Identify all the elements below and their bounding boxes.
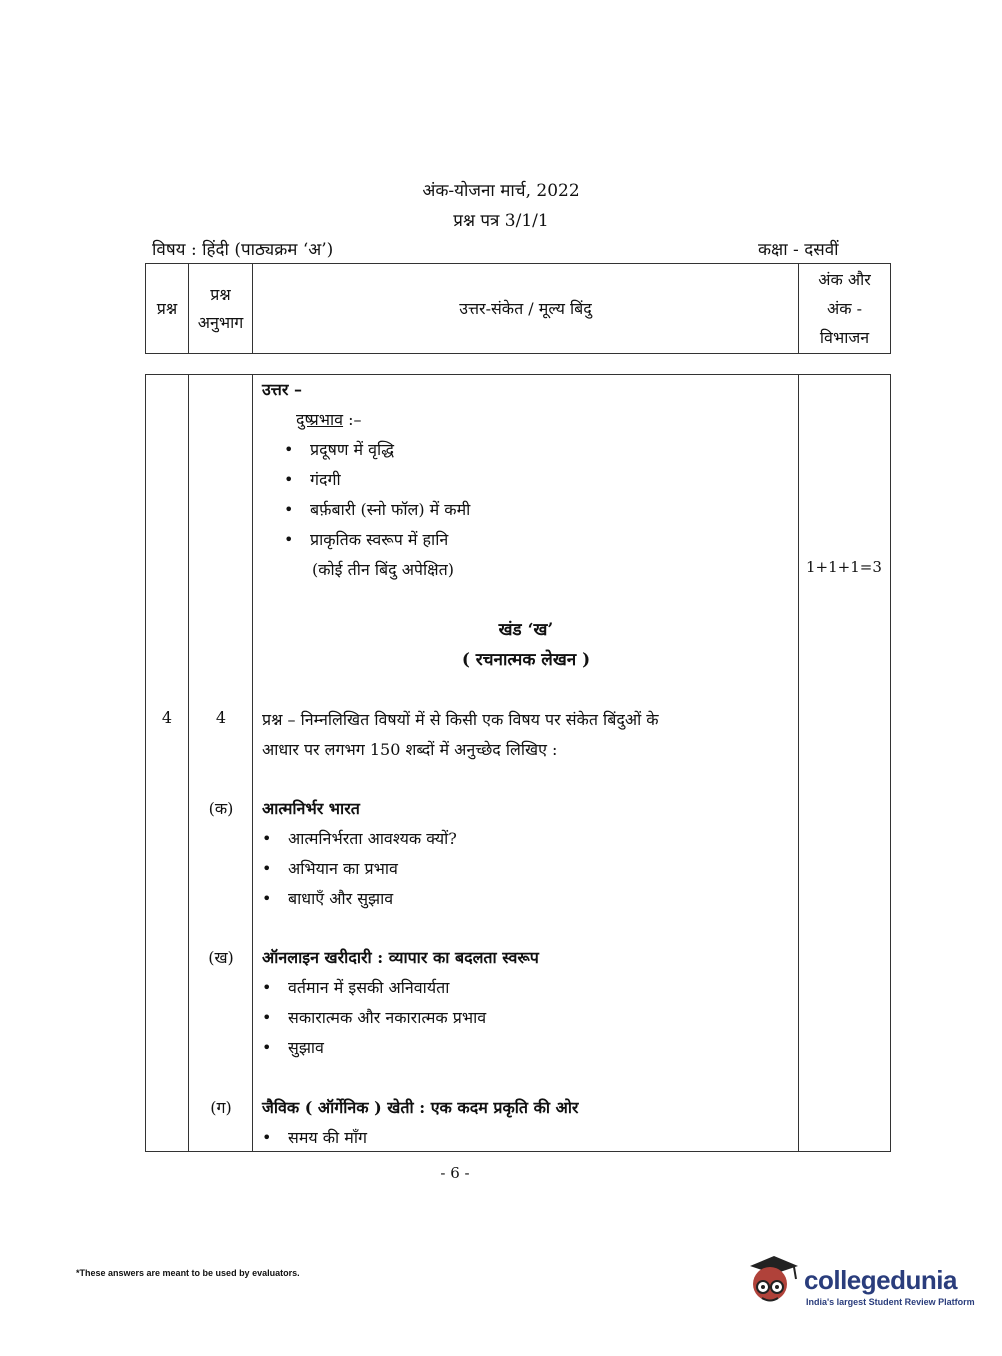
mascot-logo-icon [742,1252,802,1308]
list-item: • आत्मनिर्भरता आवश्यक क्यों? [262,829,457,848]
topic-label: (ग) [210,1098,232,1117]
list-item: • बर्फ़बारी (स्नो फॉल) में कमी [284,500,471,519]
list-item: • प्रदूषण में वृद्धि [284,440,394,459]
section-subtitle: ( रचनात्मक लेखन ) [461,650,591,670]
list-item: • प्राकृतिक स्वरूप में हानि [284,530,449,549]
col-section-header: प्रश्न अनुभाग [189,264,253,354]
class-label: कक्षा - दसवीं [758,240,839,260]
list-item: • गंदगी [284,470,341,489]
answer-label: उत्तर – [262,380,302,399]
list-item: • वर्तमान में इसकी अनिवार्यता [262,978,450,997]
list-item: • समय की माँग [262,1128,367,1147]
subject-label: विषय : हिंदी (पाठ्यक्रम ‘अ’) [152,240,334,260]
effects-heading: दुष्प्रभाव :– [296,410,362,429]
col-marks-header: अंक और अंक - विभाजन [799,264,891,354]
list-item: • अभियान का प्रभाव [262,859,398,878]
topic-title: जैविक ( ऑर्गेनिक ) खेती : एक कदम प्रकृति की ओर [262,1098,579,1117]
header-table [145,263,891,354]
list-item: • सुझाव [262,1038,324,1057]
col-answer-header: उत्तर-संकेत / मूल्य बिंदु [253,264,799,354]
topic-title: ऑनलाइन खरीदारी : व्यापार का बदलता स्वरूप [262,948,539,967]
brand-name: collegedunia [804,1265,957,1295]
evaluator-note: *These answers are meant to be used by evaluators. [76,1268,300,1278]
col-question-header: प्रश्न [146,264,189,354]
brand-tagline: India's largest Student Review Platform [806,1297,975,1307]
topic-label: (क) [208,799,234,818]
question-line-1: प्रश्न – निम्नलिखित विषयों में से किसी एक विषय पर संकेत बिंदुओं के [262,710,659,729]
section-title: खंड ‘ख’ [498,620,554,640]
document-title: अंक-योजना मार्च, 2022 [422,181,580,201]
topic-title: आत्मनिर्भर भारत [262,799,360,818]
marks-value: 1+1+1=3 [806,558,882,576]
paper-code: प्रश्न पत्र 3/1/1 [453,211,549,231]
topic-label: (ख) [208,948,234,967]
page-number: - 6 - [440,1164,470,1182]
list-item: • बाधाएँ और सुझाव [262,889,394,908]
question-number: 4 [161,708,173,727]
question-section: 4 [215,708,227,727]
question-line-2: आधार पर लगभग 150 शब्दों में अनुच्छेद लिखिए : [262,740,558,759]
list-item: • सकारात्मक और नकारात्मक प्रभाव [262,1008,487,1027]
effects-note: (कोई तीन बिंदु अपेक्षित) [312,560,454,579]
answer-table [145,374,891,1152]
